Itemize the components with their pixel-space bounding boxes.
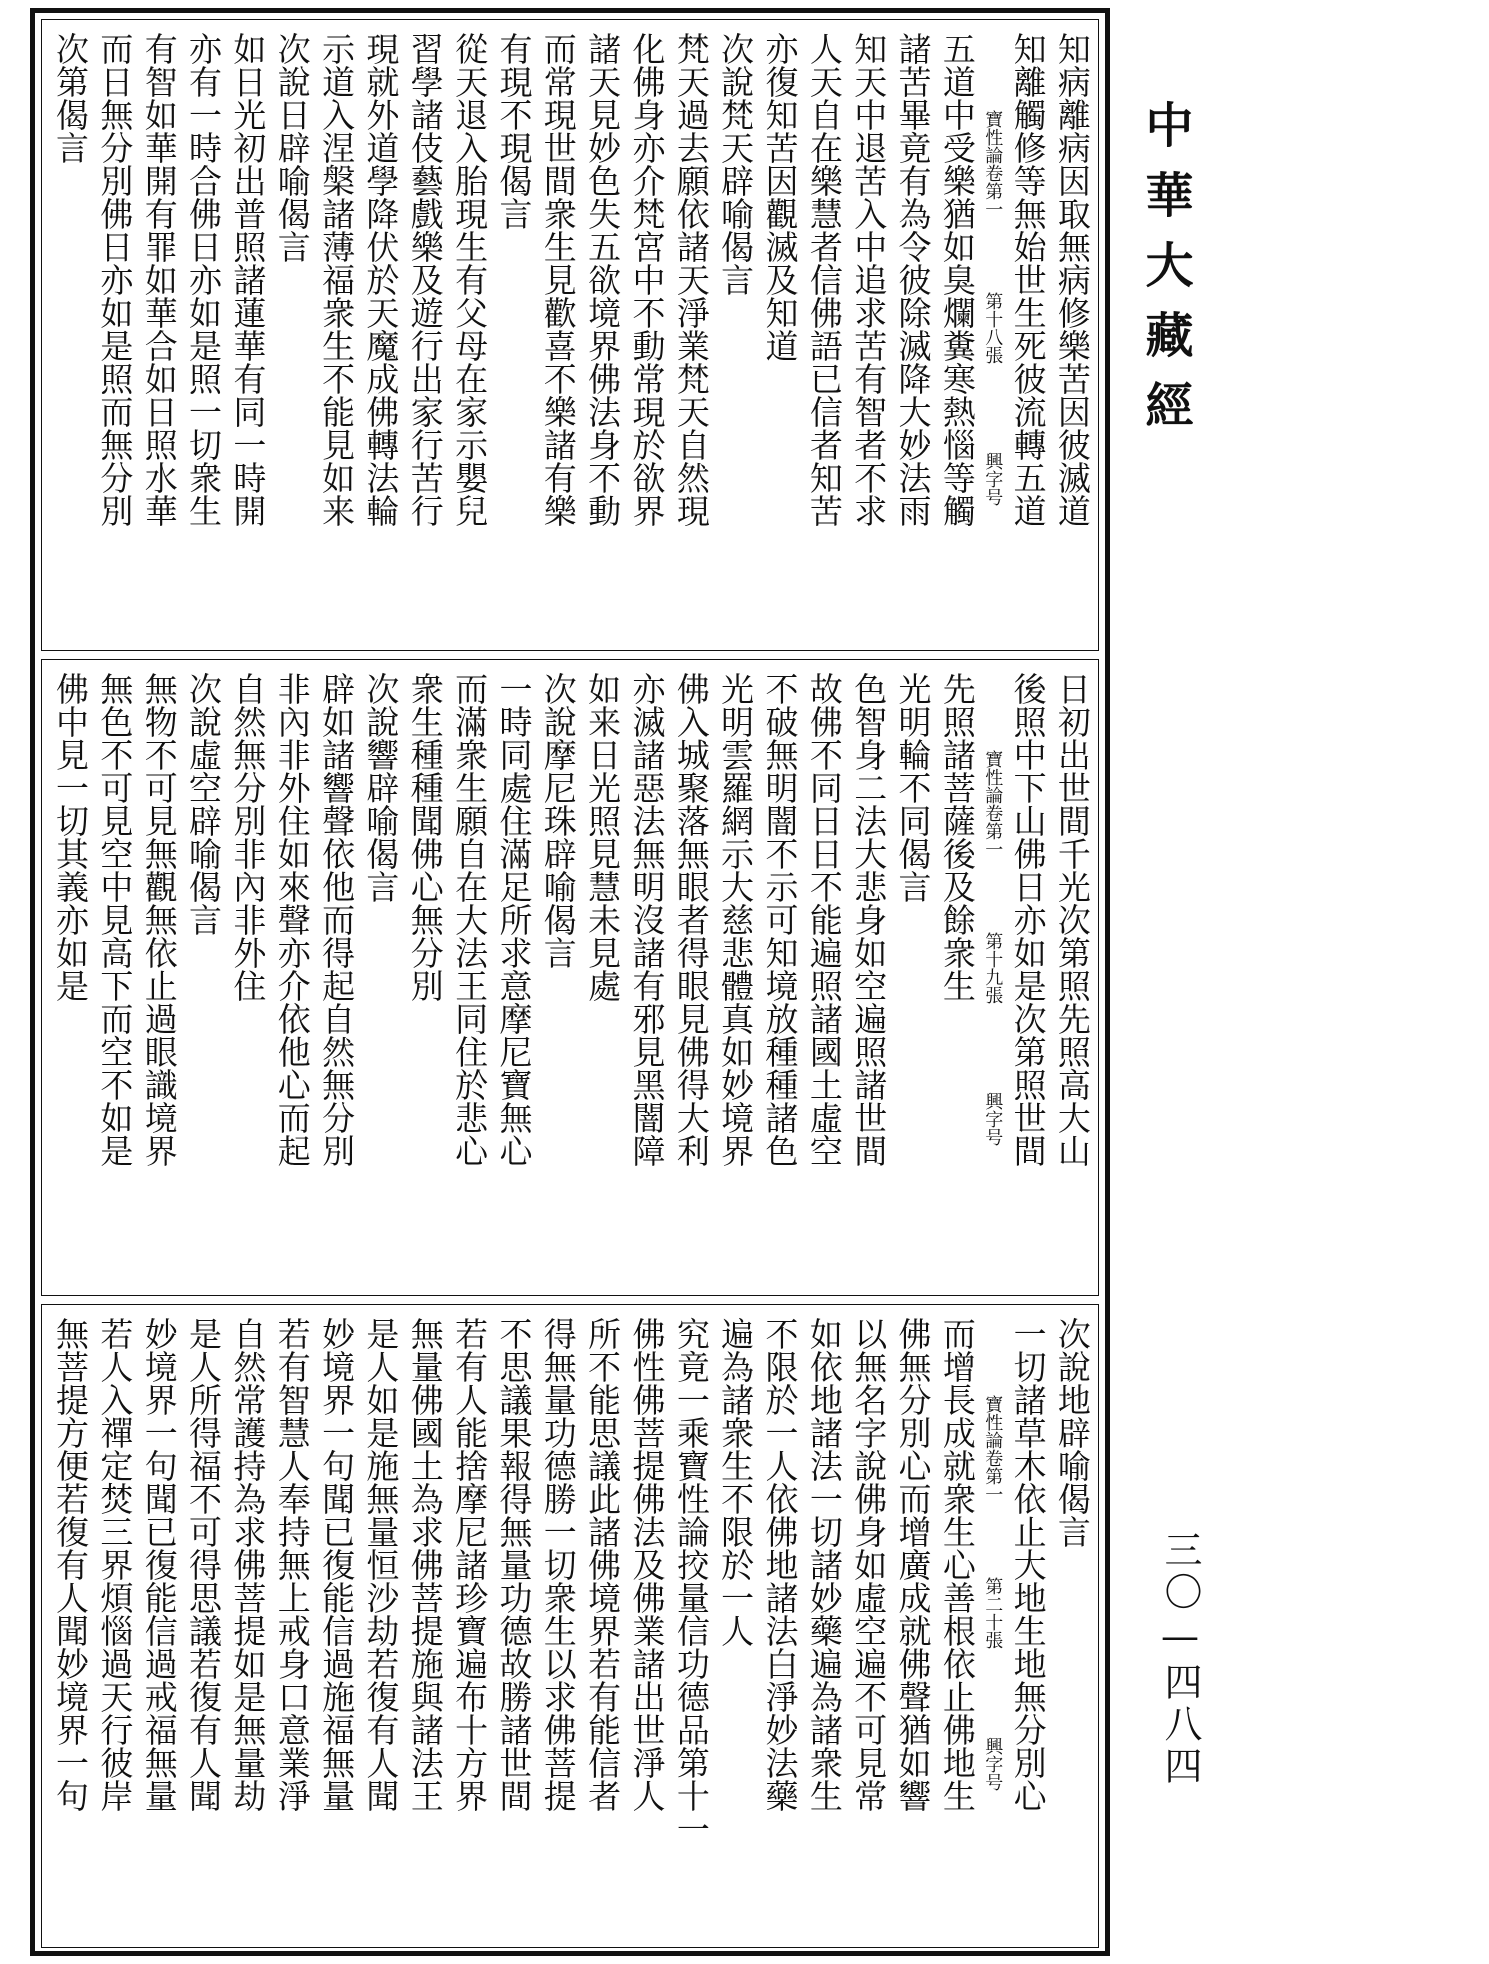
text-column: 次說響辟喻偈言 bbox=[361, 672, 401, 903]
header-page: 第十八張 bbox=[982, 292, 1004, 364]
text-column: 無色不可見空中見高下而空不如是 bbox=[95, 672, 135, 1167]
text-column: 以無名字說佛身如虛空遍不可見常 bbox=[849, 1317, 889, 1812]
text-column: 五道中受樂猶如臭爛糞寒熱惱等觸 bbox=[937, 32, 977, 527]
text-column: 所不能思議此諸佛境界若有能信者 bbox=[583, 1317, 623, 1812]
page-number: 三〇—四八四 bbox=[1158, 1530, 1202, 1788]
text-column: 一時同處住滿足所求意摩尼寶無心 bbox=[494, 672, 534, 1167]
text-panel-bottom bbox=[41, 1304, 1099, 1948]
header-title: 寶性論卷第一 bbox=[982, 750, 1004, 858]
panel-header bbox=[981, 1317, 1003, 1937]
header-page: 第十九張 bbox=[982, 932, 1004, 1004]
text-column: 無量佛國土為求佛菩提施與諸法王 bbox=[405, 1317, 445, 1812]
header-char: 興字号 bbox=[982, 1092, 1004, 1146]
text-column: 現就外道學降伏於天魔成佛轉法輪 bbox=[361, 32, 401, 527]
text-column: 梵天過去願依諸天淨業梵天自然現 bbox=[671, 32, 711, 527]
text-column: 次第偈言 bbox=[51, 32, 90, 164]
header-title: 寶性論卷第一 bbox=[982, 110, 1004, 218]
text-column: 如日光初出普照諸蓮華有同一時開 bbox=[228, 32, 268, 527]
text-column: 光明雲羅網示大慈悲體真如妙境界 bbox=[716, 672, 756, 1167]
text-column: 次說日辟喻偈言 bbox=[272, 32, 312, 263]
text-column: 知離觸修等無始世生死彼流轉五道 bbox=[1008, 32, 1048, 527]
text-column: 佛性佛菩提佛法及佛業諸出世淨人 bbox=[627, 1317, 667, 1812]
text-column: 光明輪不同偈言 bbox=[893, 672, 933, 903]
text-column: 若有智慧人奉持無上戒身口意業淨 bbox=[272, 1317, 312, 1812]
text-column: 亦有一時合佛日亦如是照一切衆生 bbox=[184, 32, 224, 527]
text-column: 佛無分別心而增廣成就佛聲猶如響 bbox=[893, 1317, 933, 1812]
text-column: 一切諸草木依止大地生地無分別心 bbox=[1008, 1317, 1048, 1812]
text-column: 人天自在樂慧者信佛語已信者知苦 bbox=[804, 32, 844, 527]
text-column: 辟如諸響聲依他而得起自然無分別 bbox=[317, 672, 357, 1167]
text-column: 不思議果報得無量功德故勝諸世間 bbox=[494, 1317, 534, 1812]
panel-columns bbox=[50, 672, 1092, 1285]
text-column: 不限於一人依佛地諸法白淨妙法藥 bbox=[760, 1317, 800, 1812]
text-panel-top bbox=[41, 19, 1099, 651]
text-column: 佛中見一切其義亦如是 bbox=[51, 672, 90, 1002]
text-column: 如来日光照見慧未見處 bbox=[583, 672, 623, 1002]
text-column: 自然無分別非內非外住 bbox=[228, 672, 268, 1002]
text-column: 而增長成就衆生心善根依止佛地生 bbox=[937, 1317, 977, 1812]
text-column: 示道入涅槃諸薄福衆生不能見如来 bbox=[317, 32, 357, 527]
header-title: 寶性論卷第一 bbox=[982, 1395, 1004, 1503]
text-column: 是人所得福不可得思議若復有人聞 bbox=[184, 1317, 224, 1812]
text-column: 無菩提方便若復有人聞妙境界一句 bbox=[51, 1317, 90, 1812]
text-column: 故佛不同日日不能遍照諸國土虛空 bbox=[804, 672, 844, 1167]
text-column: 遍為諸衆生不限於一人 bbox=[716, 1317, 756, 1647]
text-column: 如依地諸法一切諸妙藥遍為諸衆生 bbox=[804, 1317, 844, 1812]
text-column: 若有人能捨摩尼諸珍寶遍布十方界 bbox=[450, 1317, 490, 1812]
text-column: 無物不可見無觀無依止過眼識境界 bbox=[139, 672, 179, 1167]
text-column: 習學諸伎藝戲樂及遊行出家行苦行 bbox=[405, 32, 445, 527]
panel-columns bbox=[50, 32, 1092, 640]
text-column: 從天退入胎現生有父母在家示嬰兒 bbox=[450, 32, 490, 527]
panel-columns bbox=[50, 1317, 1092, 1937]
text-column: 知病離病因取無病修樂苦因彼滅道 bbox=[1052, 32, 1092, 527]
text-column: 非內非外住如來聲亦介依他心而起 bbox=[272, 672, 312, 1167]
header-page: 第二十張 bbox=[982, 1577, 1004, 1649]
text-column: 而常現世間衆生見歡喜不樂諸有樂 bbox=[538, 32, 578, 527]
text-column: 日初出世間千光次第照先照高大山 bbox=[1052, 672, 1092, 1167]
text-column: 諸苦畢竟有為令彼除滅降大妙法雨 bbox=[893, 32, 933, 527]
text-column: 妙境界一句聞已復能信過施福無量 bbox=[317, 1317, 357, 1812]
text-column: 色智身二法大悲身如空遍照諸世間 bbox=[849, 672, 889, 1167]
text-column: 諸天見妙色失五欲境界佛法身不動 bbox=[583, 32, 623, 527]
text-column: 有現不現偈言 bbox=[494, 32, 534, 230]
text-column: 化佛身亦介梵宮中不動常現於欲界 bbox=[627, 32, 667, 527]
text-column: 而日無分別佛日亦如是照而無分別 bbox=[95, 32, 135, 527]
text-column: 亦滅諸惡法無明沒諸有邪見黑闇障 bbox=[627, 672, 667, 1167]
header-char: 興字号 bbox=[982, 1737, 1004, 1791]
text-column: 佛入城聚落無眼者得眼見佛得大利 bbox=[671, 672, 711, 1167]
text-column: 有智如華開有罪如華合如日照水華 bbox=[139, 32, 179, 527]
page-frame bbox=[30, 8, 1110, 1956]
text-column: 先照諸菩薩後及餘衆生 bbox=[937, 672, 977, 1002]
text-column: 自然常護持為求佛菩提如是無量劫 bbox=[228, 1317, 268, 1812]
panel-header bbox=[981, 32, 1003, 640]
text-column: 次說摩尼珠辟喻偈言 bbox=[538, 672, 578, 969]
panel-header bbox=[981, 672, 1003, 1285]
text-column: 得無量功德勝一切衆生以求佛菩提 bbox=[538, 1317, 578, 1812]
text-column: 不破無明闇不示可知境放種種諸色 bbox=[760, 672, 800, 1167]
text-column: 若人入禪定焚三界煩惱過天行彼岸 bbox=[95, 1317, 135, 1812]
header-char: 興字号 bbox=[982, 452, 1004, 506]
text-column: 是人如是施無量恒沙劫若復有人聞 bbox=[361, 1317, 401, 1812]
text-column: 後照中下山佛日亦如是次第照世間 bbox=[1008, 672, 1048, 1167]
text-column: 究竟一乘寶性論挍量信功德品第十一 bbox=[671, 1317, 711, 1845]
text-column: 衆生種種聞佛心無分別 bbox=[405, 672, 445, 1002]
collection-title: 中華大藏經 bbox=[1137, 100, 1193, 450]
text-column: 而滿衆生願自在大法王同住於悲心 bbox=[450, 672, 490, 1167]
text-panel-middle bbox=[41, 659, 1099, 1296]
text-column: 妙境界一句聞已復能信過戒福無量 bbox=[139, 1317, 179, 1812]
text-column: 次說地辟喻偈言 bbox=[1052, 1317, 1092, 1548]
text-column: 亦復知苦因觀滅及知道 bbox=[760, 32, 800, 362]
text-column: 次說虛空辟喻偈言 bbox=[184, 672, 224, 936]
text-column: 知天中退苦入中追求苦有智者不求 bbox=[849, 32, 889, 527]
text-column: 次說梵天辟喻偈言 bbox=[716, 32, 756, 296]
